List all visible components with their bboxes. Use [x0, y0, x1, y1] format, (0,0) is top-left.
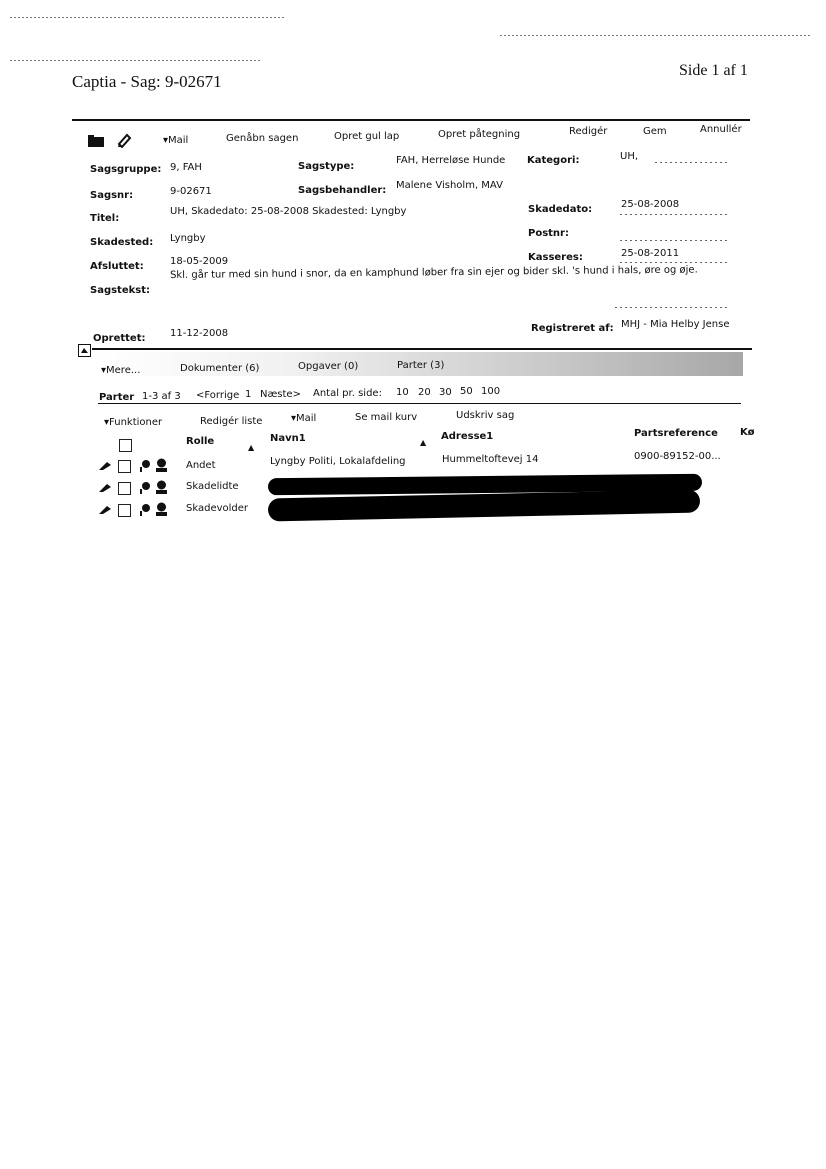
select-all-checkbox[interactable] — [119, 439, 132, 452]
row-name[interactable]: Lyngby Politi, Lokalafdeling — [270, 456, 406, 467]
category-value: UH, — [620, 151, 639, 162]
registered-by-label: Registreret af: — [531, 323, 614, 334]
edit-list-button[interactable]: Redigér liste — [200, 416, 263, 427]
case-officer-value: Malene Visholm, MAV — [396, 180, 503, 191]
pencil-icon[interactable] — [98, 461, 112, 471]
case-text-label: Sagstekst: — [90, 285, 151, 296]
person-icon[interactable] — [155, 458, 168, 472]
person-icon[interactable] — [155, 480, 168, 494]
parties-range: 1-3 af 3 — [142, 391, 181, 402]
closed-value: 18-05-2009 — [170, 256, 229, 267]
faint-text — [615, 307, 730, 308]
create-yellow-note-button[interactable]: Opret gul lap — [334, 131, 400, 142]
damage-date-value: 25-08-2008 — [621, 199, 680, 210]
top-rule — [72, 119, 750, 121]
row-role: Skadevolder — [186, 503, 249, 514]
previous-page-link[interactable]: <Forrige — [196, 390, 240, 401]
parties-mail-menu[interactable]: ▾Mail — [291, 413, 317, 424]
current-page: 1 — [245, 389, 252, 400]
title-value: UH, Skadedato: 25-08-2008 Skadested: Lyngby — [170, 206, 407, 217]
created-value: 11-12-2008 — [170, 328, 229, 339]
tab-tasks[interactable]: Opgaver (0) — [298, 361, 359, 372]
column-header-extra[interactable]: Kø — [740, 427, 755, 438]
functions-menu[interactable]: ▾Funktioner — [104, 417, 163, 428]
row-checkbox[interactable] — [118, 460, 131, 473]
per-page-50[interactable]: 50 — [460, 386, 473, 397]
person-icon[interactable] — [155, 502, 168, 516]
per-page-20[interactable]: 20 — [418, 387, 431, 398]
scan-artifact — [500, 35, 810, 36]
tab-documents[interactable]: Dokumenter (6) — [180, 363, 260, 374]
scan-artifact — [10, 17, 285, 18]
search-icon[interactable] — [139, 481, 151, 494]
column-header-name[interactable]: Navn1 — [270, 433, 306, 444]
case-type-label: Sagstype: — [298, 161, 355, 172]
tab-more[interactable]: ▾Mere... — [101, 365, 141, 376]
tab-parties[interactable]: Parter (3) — [397, 360, 445, 371]
reopen-case-button[interactable]: Genåbn sagen — [226, 133, 299, 144]
document-title: Captia - Sag: 9-02671 — [72, 72, 222, 91]
damage-date-label: Skadedato: — [528, 204, 593, 215]
per-page-10[interactable]: 10 — [396, 387, 409, 398]
parties-title: Parter — [99, 392, 135, 403]
row-checkbox[interactable] — [118, 482, 131, 495]
search-icon[interactable] — [139, 459, 151, 472]
folder-icon[interactable] — [88, 135, 104, 147]
row-checkbox[interactable] — [118, 504, 131, 517]
field-underline — [620, 240, 730, 241]
damage-place-value: Lyngby — [170, 233, 206, 244]
next-page-link[interactable]: Næste> — [260, 389, 301, 400]
row-address: Hummeltoftevej 14 — [442, 454, 539, 465]
expand-icon[interactable] — [78, 344, 91, 357]
faint-text — [655, 162, 730, 163]
row-reference: 0900-89152-00... — [634, 451, 721, 462]
pager-rule — [98, 403, 741, 404]
per-page-30[interactable]: 30 — [439, 387, 452, 398]
case-number-label: Sagsnr: — [90, 190, 134, 201]
column-header-role[interactable]: Rolle — [186, 436, 215, 447]
create-annotation-button[interactable]: Opret påtegning — [438, 129, 521, 140]
page-indicator: Side 1 af 1 — [679, 62, 748, 79]
search-icon[interactable] — [139, 503, 151, 516]
created-label: Oprettet: — [93, 333, 146, 344]
case-officer-label: Sagsbehandler: — [298, 185, 387, 196]
cancel-button[interactable]: Annullér — [700, 124, 742, 135]
closed-label: Afsluttet: — [90, 261, 144, 272]
sort-up-icon[interactable]: ▲ — [248, 443, 255, 452]
edit-button[interactable]: Redigér — [569, 126, 608, 137]
scan-artifact — [10, 60, 260, 61]
case-type-value: FAH, Herreløse Hunde — [396, 155, 506, 166]
column-header-address[interactable]: Adresse1 — [441, 431, 494, 442]
registered-by-value: MHJ - Mia Helby Jense — [621, 319, 730, 330]
discard-date-label: Kasseres: — [528, 252, 583, 263]
per-page-100[interactable]: 100 — [481, 386, 501, 397]
per-page-label: Antal pr. side: — [313, 388, 382, 399]
mail-menu[interactable]: ▾Mail — [163, 135, 189, 146]
case-group-value: 9, FAH — [170, 162, 202, 173]
column-header-reference[interactable]: Partsreference — [634, 428, 718, 439]
print-case-button[interactable]: Udskriv sag — [456, 410, 515, 421]
discard-date-value: 25-08-2011 — [621, 248, 680, 259]
field-underline — [620, 262, 730, 263]
save-button[interactable]: Gem — [643, 126, 667, 137]
row-role: Skadelidte — [186, 481, 239, 492]
postal-code-label: Postnr: — [528, 228, 569, 239]
case-group-label: Sagsgruppe: — [90, 164, 162, 175]
damage-place-label: Skadested: — [90, 237, 154, 248]
sort-up-icon[interactable]: ▲ — [420, 438, 427, 447]
category-label: Kategori: — [527, 155, 580, 166]
pencil-icon[interactable] — [98, 505, 112, 515]
pencil-icon[interactable] — [117, 132, 133, 148]
case-text-value: Skl. går tur med sin hund i snor, da en kamphund løber fra sin ejer og bider skl. 's hund i hals, øre og øje. — [170, 264, 698, 281]
pencil-icon[interactable] — [98, 483, 112, 493]
title-label: Titel: — [90, 213, 120, 224]
field-underline — [620, 214, 730, 215]
row-role: Andet — [186, 460, 216, 471]
mail-basket-button[interactable]: Se mail kurv — [355, 412, 418, 423]
section-rule — [92, 348, 752, 350]
case-number-value: 9-02671 — [170, 186, 212, 197]
